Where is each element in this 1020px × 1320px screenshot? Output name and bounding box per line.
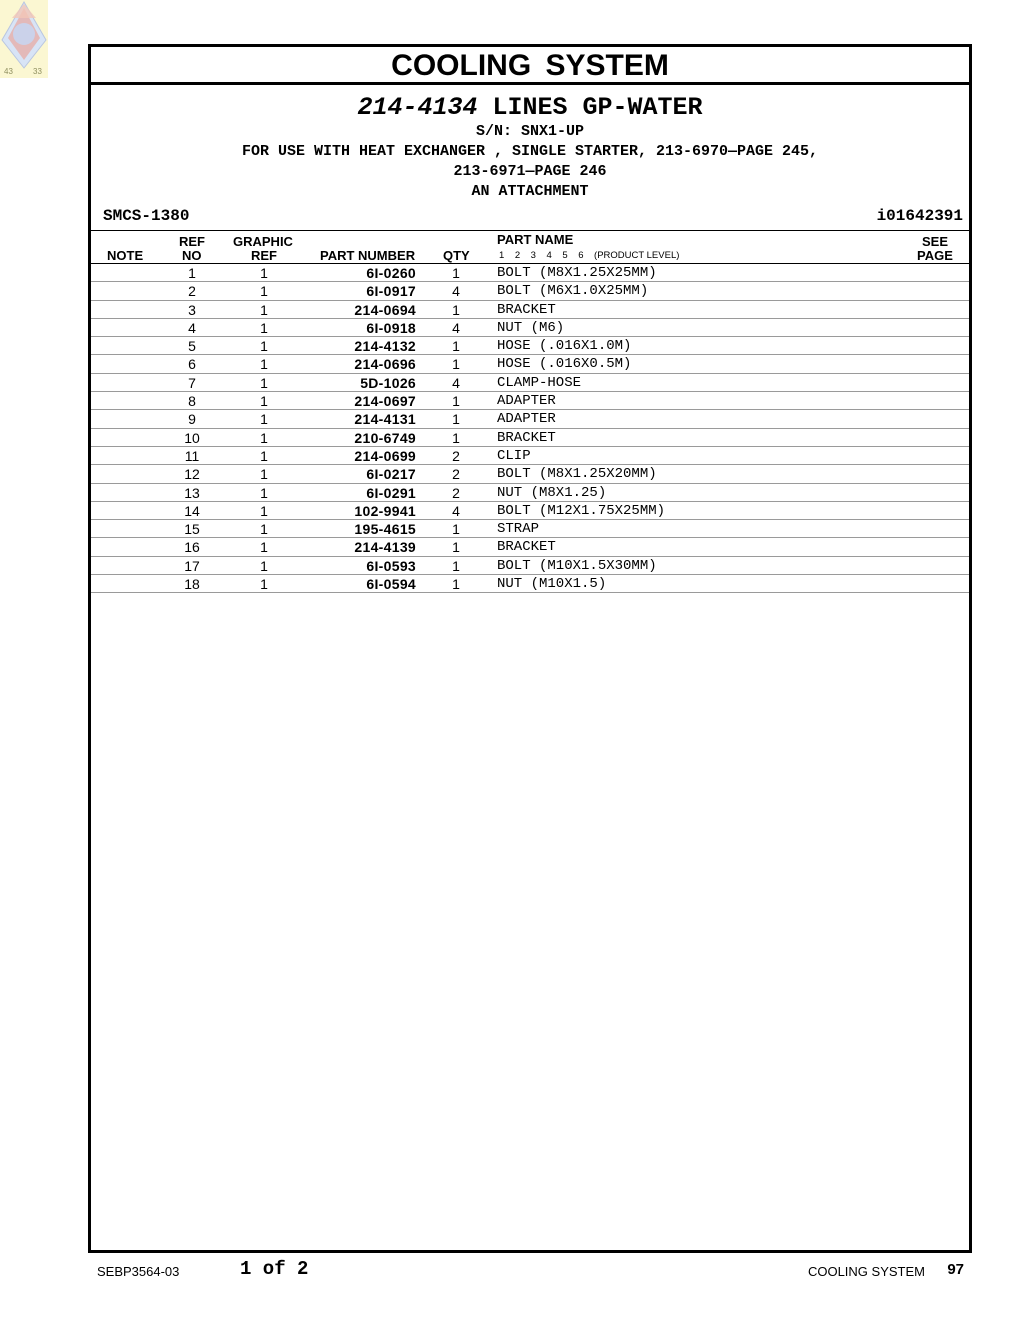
col-qty: QTY [443, 248, 470, 263]
quantity: 4 [452, 502, 460, 519]
footer-page-number: 97 [947, 1261, 964, 1278]
part-name: NUT (M10X1.5) [497, 576, 607, 593]
part-name: ADAPTER [497, 411, 556, 428]
ref-no: 17 [184, 557, 200, 574]
part-number: 5D-1026 [360, 374, 416, 391]
col-note: NOTE [107, 248, 144, 263]
logo-left-number: 43 [4, 67, 13, 76]
ref-no: 12 [184, 466, 200, 483]
use-with-line-3: AN ATTACHMENT [471, 183, 589, 200]
part-number: 6I-0917 [366, 283, 416, 300]
part-number: 214-0699 [354, 447, 416, 464]
page-footer [0, 1256, 1020, 1286]
table-row [91, 264, 969, 282]
graphic-ref: 1 [260, 484, 268, 501]
quantity: 1 [452, 576, 460, 593]
part-number: 6I-0594 [366, 576, 416, 593]
ref-no: 16 [184, 539, 200, 556]
quantity: 1 [452, 539, 460, 556]
table-row [91, 392, 969, 410]
section-title: COOLING SYSTEM [91, 47, 969, 85]
quantity: 4 [452, 374, 460, 391]
col-see-bottom: PAGE [917, 248, 953, 263]
quantity: 1 [452, 411, 460, 428]
table-row [91, 282, 969, 300]
quantity: 1 [452, 521, 460, 538]
part-name: STRAP [497, 521, 540, 538]
ref-no: 8 [188, 393, 196, 410]
graphic-ref: 1 [260, 466, 268, 483]
part-number: 6I-0217 [366, 466, 416, 483]
parts-page-frame [88, 44, 972, 1253]
logo-emblem-icon [0, 0, 48, 78]
part-name: HOSE (.016X1.0M) [497, 338, 632, 355]
quantity: 4 [452, 283, 460, 300]
part-name: BOLT (M8X1.25X20MM) [497, 466, 657, 483]
graphic-ref: 1 [260, 374, 268, 391]
quantity: 2 [452, 466, 460, 483]
quantity: 1 [452, 557, 460, 574]
table-row [91, 374, 969, 392]
ref-no: 1 [188, 265, 196, 281]
quantity: 1 [452, 265, 460, 281]
graphic-ref: 1 [260, 356, 268, 373]
graphic-ref: 1 [260, 447, 268, 464]
table-row [91, 447, 969, 465]
col-graphic-bottom: REF [251, 248, 277, 263]
graphic-ref: 1 [260, 557, 268, 574]
table-row [91, 337, 969, 355]
ref-no: 6 [188, 356, 196, 373]
quantity: 1 [452, 338, 460, 355]
col-part-number: PART NUMBER [320, 248, 416, 263]
table-row [91, 557, 969, 575]
part-name: BRACKET [497, 429, 556, 446]
quantity: 1 [452, 429, 460, 446]
part-number: 6I-0260 [366, 265, 416, 281]
graphic-ref: 1 [260, 502, 268, 519]
use-with-line-2: 213-6971—PAGE 246 [453, 163, 607, 180]
part-number: 214-0694 [354, 301, 416, 318]
ref-no: 5 [188, 338, 196, 355]
part-name: NUT (M6) [497, 319, 565, 336]
table-row [91, 520, 969, 538]
ref-no: 13 [184, 484, 200, 501]
logo-right-number: 33 [33, 67, 42, 76]
parts-list [91, 264, 969, 593]
part-name: HOSE (.016X0.5M) [497, 356, 632, 373]
use-with-line-1: FOR USE WITH HEAT EXCHANGER , SINGLE STARTER, 213-6970—PAGE 245, [241, 143, 819, 160]
part-name: BOLT (M8X1.25X25MM) [497, 265, 657, 281]
ref-no: 18 [184, 576, 200, 593]
part-name: ADAPTER [497, 393, 556, 410]
part-number: 214-0696 [354, 356, 416, 373]
group-header [91, 85, 969, 231]
ref-no: 15 [184, 521, 200, 538]
part-name: BRACKET [497, 539, 556, 556]
part-number: 6I-0593 [366, 557, 416, 574]
quantity: 2 [452, 447, 460, 464]
part-number: 102-9941 [354, 502, 416, 519]
part-name: CLIP [497, 447, 531, 464]
part-number: 214-0697 [354, 393, 416, 410]
ref-no: 4 [188, 319, 196, 336]
ref-no: 9 [188, 411, 196, 428]
col-ref-top: REF [179, 234, 205, 249]
table-row [91, 484, 969, 502]
ref-no: 7 [188, 374, 196, 391]
ref-no: 3 [188, 301, 196, 318]
graphic-ref: 1 [260, 319, 268, 336]
graphic-ref: 1 [260, 393, 268, 410]
table-row [91, 410, 969, 428]
part-number: 214-4132 [354, 338, 416, 355]
table-row [91, 319, 969, 337]
table-row [91, 575, 969, 593]
table-row [91, 502, 969, 520]
table-row [91, 465, 969, 483]
table-row [91, 429, 969, 447]
part-name: CLAMP-HOSE [497, 374, 582, 391]
ref-no: 10 [184, 429, 200, 446]
part-number: 195-4615 [354, 521, 416, 538]
footer-section: COOLING SYSTEM [807, 1264, 925, 1279]
group-title [91, 93, 969, 123]
graphic-ref: 1 [260, 338, 268, 355]
footer-doc-number: SEBP3564-03 [97, 1264, 180, 1279]
quantity: 1 [452, 301, 460, 318]
ref-no: 14 [184, 502, 200, 519]
col-product-levels: 1 2 3 4 5 6 (PRODUCT LEVEL) [499, 250, 680, 261]
column-headers [91, 231, 969, 264]
part-name: BOLT (M10X1.5X30MM) [497, 557, 657, 574]
col-part-name: PART NAME [497, 232, 574, 247]
graphic-ref: 1 [260, 283, 268, 300]
part-number: 214-4131 [354, 411, 416, 428]
graphic-ref: 1 [260, 521, 268, 538]
col-see-top: SEE [922, 234, 949, 249]
footer-page-of: 1 of 2 [240, 1258, 309, 1280]
smcs-code: SMCS-1380 [103, 207, 190, 225]
part-name: BRACKET [497, 301, 556, 318]
part-number: 210-6749 [354, 429, 416, 446]
graphic-ref: 1 [260, 576, 268, 593]
table-row [91, 538, 969, 556]
graphic-ref: 1 [260, 411, 268, 428]
col-graphic-top: GRAPHIC [233, 234, 293, 249]
part-number: 6I-0291 [366, 484, 416, 501]
part-number: 6I-0918 [366, 319, 416, 336]
table-row [91, 301, 969, 319]
group-number: 214-4134 [357, 93, 478, 122]
illustration-id: i01642391 [876, 207, 963, 225]
quantity: 1 [452, 356, 460, 373]
group-name: LINES GP-WATER [492, 93, 703, 122]
col-ref-bottom: NO [182, 248, 202, 263]
graphic-ref: 1 [260, 301, 268, 318]
quantity: 4 [452, 319, 460, 336]
part-number: 214-4139 [354, 539, 416, 556]
part-name: BOLT (M6X1.0X25MM) [497, 283, 649, 300]
ref-no: 2 [188, 283, 196, 300]
ref-no: 11 [184, 447, 200, 464]
quantity: 2 [452, 484, 460, 501]
table-row [91, 355, 969, 373]
graphic-ref: 1 [260, 265, 268, 281]
graphic-ref: 1 [260, 429, 268, 446]
quantity: 1 [452, 393, 460, 410]
serial-range: S/N: SNX1-UP [475, 123, 585, 140]
graphic-ref: 1 [260, 539, 268, 556]
part-name: NUT (M8X1.25) [497, 484, 607, 501]
part-name: BOLT (M12X1.75X25MM) [497, 502, 666, 519]
